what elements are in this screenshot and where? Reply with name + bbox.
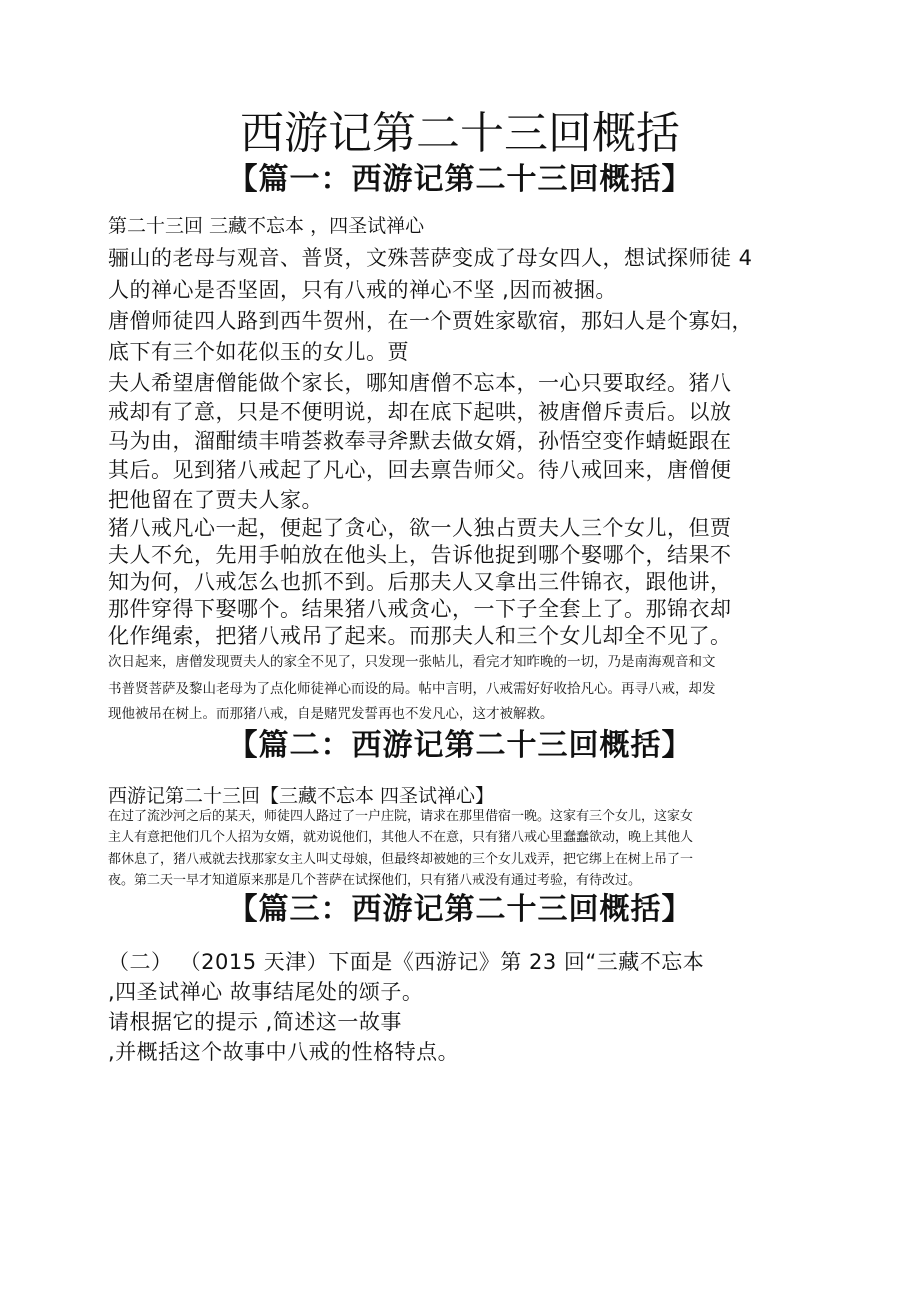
section-1-small-line: 书普贤菩萨及黎山老母为了点化师徒禅心而设的局。帖中言明，八戒需好好收拾凡心。再寻八戒，却发 bbox=[108, 681, 716, 697]
section-2-small-line: 都休息了，猪八戒就去找那家女主人叫丈母娘，但最终却被她的三个女儿戏弄，把它绑上在树上吊了一 bbox=[108, 852, 694, 867]
document-title: 西游记第二十三回概括 bbox=[240, 108, 680, 159]
section-2-small-line: 夜。第二天一早才知道原来那是几个菩萨在试探他们，只有猪八戒没有通过考验，有待改过。 bbox=[108, 873, 642, 888]
section-1-line: 把他留在了贾夫人家。 bbox=[108, 488, 323, 512]
section-3-line: ,并概括这个故事中八戒的性格特点。 bbox=[108, 1040, 460, 1064]
section-1-line: 第二十三回 三藏不忘本 ，四圣试禅心 bbox=[108, 215, 425, 237]
section-1-line: 夫人希望唐僧能做个家长，哪知唐僧不忘本，一心只要取经。猪八 bbox=[108, 371, 732, 395]
section-1-line: 其后。见到猪八戒起了凡心，回去禀告师父。待八戒回来，唐僧便 bbox=[108, 458, 732, 482]
section-1-small-line: 现他被吊在树上。而那猪八戒，自是赌咒发誓再也不发凡心，这才被解救。 bbox=[108, 706, 554, 722]
section-1-line: 骊山的老母与观音、普贤，文殊菩萨变成了母女四人，想试探师徒 4 bbox=[108, 246, 753, 270]
section-1-line: 那件穿得下娶哪个。结果猪八戒贪心，一下子全套上了。那锦衣却 bbox=[108, 597, 732, 621]
section-1-line: 夫人不允，先用手帕放在他头上，告诉他捉到哪个娶哪个，结果不 bbox=[108, 543, 732, 567]
section-1-line: 马为由，溜酣绩丰啃荟救奉寻斧默去做女婿，孙悟空变作蜻蜓跟在 bbox=[108, 429, 732, 453]
section-1-line: 知为何，八戒怎么也抓不到。后那夫人又拿出三件锦衣，跟他讲， bbox=[108, 570, 732, 594]
section-2-small-line: 在过了流沙河之后的某天，师徒四人路过了一户庄院，请求在那里借宿一晚。这家有三个女儿，这家女 bbox=[108, 809, 694, 824]
section-2-subheading: 西游记第二十三回【三藏不忘本 四圣试禅心】 bbox=[108, 785, 495, 807]
section-3-line: （二） （2015 天津）下面是《西游记》第 23 回“三藏不忘本 bbox=[108, 950, 705, 974]
section-2-heading: 【篇二：西游记第二十三回概括】 bbox=[227, 728, 693, 763]
section-3-line: ,四圣试禅心 故事结尾处的颂子。 bbox=[108, 980, 424, 1004]
section-1-heading: 【篇一：西游记第二十三回概括】 bbox=[227, 162, 693, 197]
section-1-small-line: 次日起来，唐僧发现贾夫人的家全不见了，只发现一张帖儿，看完才知昨晚的一切，乃是南海观音和文 bbox=[108, 654, 716, 670]
section-2-small-line: 主人有意把他们几个人招为女婿，就劝说他们，其他人不在意，只有猪八戒心里蠢蠢欲动，晚上其他人 bbox=[108, 830, 694, 845]
section-1-line: 猪八戒凡心一起，便起了贪心，欲一人独占贾夫人三个女儿，但贾 bbox=[108, 516, 732, 540]
section-1-line: 人的禅心是否坚固，只有八戒的禅心不坚 ,因而被捆。 bbox=[108, 278, 617, 302]
section-1-line: 化作绳索，把猪八戒吊了起来。而那夫人和三个女儿却全不见了。 bbox=[108, 624, 732, 648]
section-3-heading: 【篇三：西游记第二十三回概括】 bbox=[227, 892, 693, 927]
section-1-line: 戒却有了意，只是不便明说，却在底下起哄，被唐僧斥责后。以放 bbox=[108, 400, 732, 424]
section-3-line: 请根据它的提示 ,简述这一故事 bbox=[108, 1010, 402, 1034]
section-1-line: 唐僧师徒四人路到西牛贺州，在一个贾姓家歇宿，那妇人是个寡妇， bbox=[108, 309, 753, 333]
section-1-line: 底下有三个如花似玉的女儿。贾 bbox=[108, 340, 409, 364]
